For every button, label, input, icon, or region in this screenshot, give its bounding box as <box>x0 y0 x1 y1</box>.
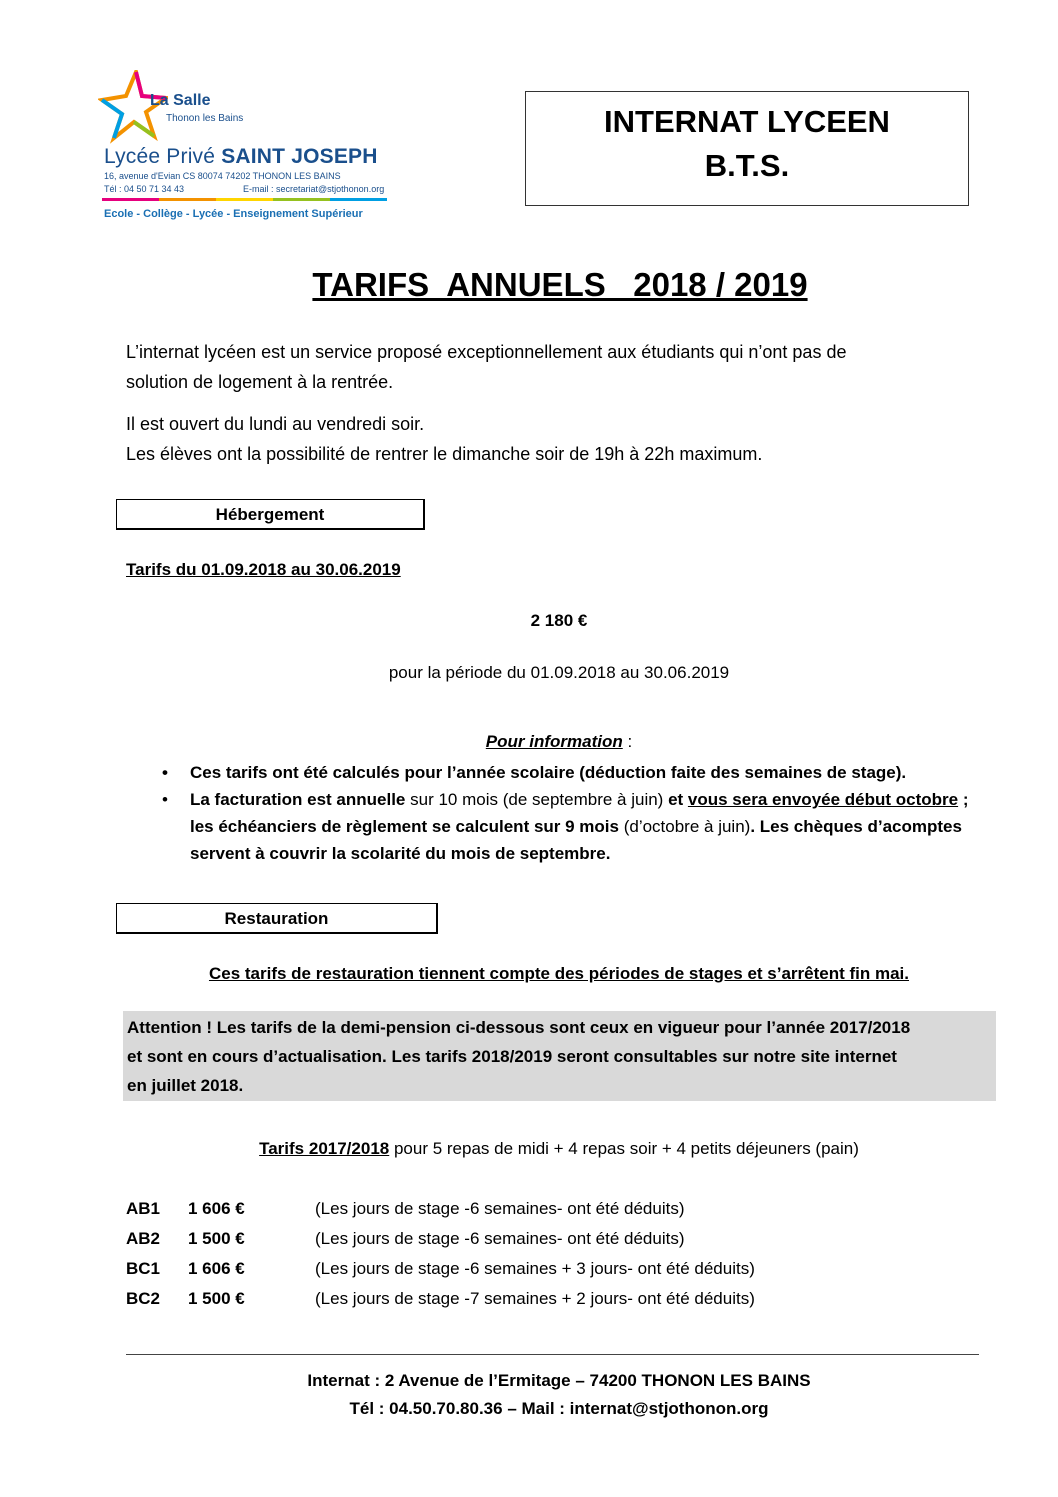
info-bullet-text: Ces tarifs ont été calculés pour l’année scolaire (déduction faite des semaines de stage). <box>190 763 907 782</box>
section-label: Restauration <box>224 909 329 928</box>
attention-line: en juillet 2018. <box>127 1076 244 1095</box>
info-bullet-text: La facturation est annuelle <box>190 790 406 809</box>
school-logo <box>98 70 398 235</box>
info-bullet-text: vous sera envoyée début octobre <box>687 790 959 809</box>
intro-line: solution de logement à la rentrée. <box>126 372 394 392</box>
intro-line: L’internat lycéen est un service proposé exceptionnellement aux étudiants qui n’ont pas de <box>126 342 847 362</box>
price-code: AB1 <box>126 1199 161 1218</box>
section-hebergement <box>116 499 425 530</box>
title-line-1: INTERNAT LYCEEN <box>604 104 890 139</box>
intro-paragraph-1 <box>126 337 1006 397</box>
footer-divider <box>126 1354 979 1355</box>
logo-phone: Tél : 04 50 71 34 43 <box>104 184 185 194</box>
info-heading <box>0 730 1058 753</box>
attention-line: Attention ! Les tarifs de la demi-pension ci-dessous sont ceux en vigueur pour l’année 2017/2018 <box>127 1018 911 1037</box>
restauration-tarifs-desc: pour 5 repas de midi + 4 repas soir + 4 petits déjeuners (pain) <box>389 1139 859 1158</box>
logo-city: Thonon les Bains <box>166 113 244 124</box>
logo-brand: La Salle <box>150 92 211 109</box>
info-bullet-2 <box>158 786 988 867</box>
intro-line: Il est ouvert du lundi au vendredi soir. <box>126 414 425 434</box>
info-heading-label: Pour information <box>485 732 623 751</box>
price-note: (Les jours de stage -7 semaines + 2 jours- ont été déduits) <box>315 1289 755 1308</box>
info-bullet-1 <box>158 759 988 786</box>
price-note: (Les jours de stage -6 semaines- ont été déduits) <box>315 1199 685 1218</box>
price-amount: 1 606 € <box>188 1259 245 1278</box>
price-note: (Les jours de stage -6 semaines + 3 jours- ont été déduits) <box>315 1259 755 1278</box>
logo-email: E-mail : secretariat@stjothonon.org <box>243 184 385 194</box>
price-note: (Les jours de stage -6 semaines- ont été déduits) <box>315 1229 685 1248</box>
logo-school-name <box>104 145 378 169</box>
hebergement-period: pour la période du 01.09.2018 au 30.06.2019 <box>388 663 730 682</box>
restauration-tarifs-label: Tarifs 2017/2018 <box>259 1139 390 1158</box>
price-code: AB2 <box>126 1229 161 1248</box>
title-box <box>525 91 969 206</box>
logo-address: 16, avenue d'Evian CS 80074 74202 THONON LES BAINS <box>104 171 341 181</box>
info-bullet-text: sur 10 mois (de septembre à juin) <box>405 790 669 809</box>
section-label: Hébergement <box>215 505 325 524</box>
hebergement-tarifs-heading: Tarifs du 01.09.2018 au 30.06.2019 <box>126 560 401 579</box>
section-restauration <box>116 903 438 934</box>
logo-school-prefix: Lycée Privé <box>104 145 216 168</box>
intro-line: Les élèves ont la possibilité de rentrer le dimanche soir de 19h à 22h maximum. <box>126 444 763 464</box>
hebergement-price: 2 180 € <box>530 611 588 630</box>
info-bullet-text: et <box>668 790 688 809</box>
footer-address: Internat : 2 Avenue de l’Ermitage – 74200 THONON LES BAINS <box>307 1371 811 1390</box>
logo-color-bar <box>102 198 387 201</box>
attention-line: et sont en cours d’actualisation. Les tarifs 2018/2019 seront consultables sur notre site internet <box>127 1047 897 1066</box>
footer-contact: Tél : 04.50.70.80.36 – Mail : internat@stjothonon.org <box>349 1399 769 1418</box>
info-heading-colon: : <box>622 732 633 751</box>
main-title: TARIFS ANNUELS 2018 / 2019 <box>312 266 808 303</box>
info-bullet-text: ; les échéanciers de règlement se calculent sur 9 mois <box>190 790 969 836</box>
price-code: BC1 <box>126 1259 161 1278</box>
info-list <box>158 759 988 867</box>
logo-school-title: SAINT JOSEPH <box>221 145 378 168</box>
info-bullet-text: (d’octobre à juin) <box>618 817 751 836</box>
price-amount: 1 500 € <box>188 1289 245 1308</box>
star-logo-icon <box>98 70 168 150</box>
attention-notice <box>123 1011 996 1101</box>
logo-levels: Ecole - Collège - Lycée - Enseignement Supérieur <box>104 208 363 220</box>
info-bullet-text: . Les chèques d’acomptes servent à couvrir la scolarité du mois de septembre. <box>190 817 962 863</box>
price-code: BC2 <box>126 1289 161 1308</box>
restauration-note: Ces tarifs de restauration tiennent compte des périodes de stages et s’arrêtent fin mai. <box>208 964 910 983</box>
intro-paragraph-2 <box>126 409 1006 469</box>
restauration-tarifs-line <box>0 1137 1058 1160</box>
price-amount: 1 500 € <box>188 1229 245 1248</box>
price-amount: 1 606 € <box>188 1199 245 1218</box>
title-line-2: B.T.S. <box>704 148 790 183</box>
